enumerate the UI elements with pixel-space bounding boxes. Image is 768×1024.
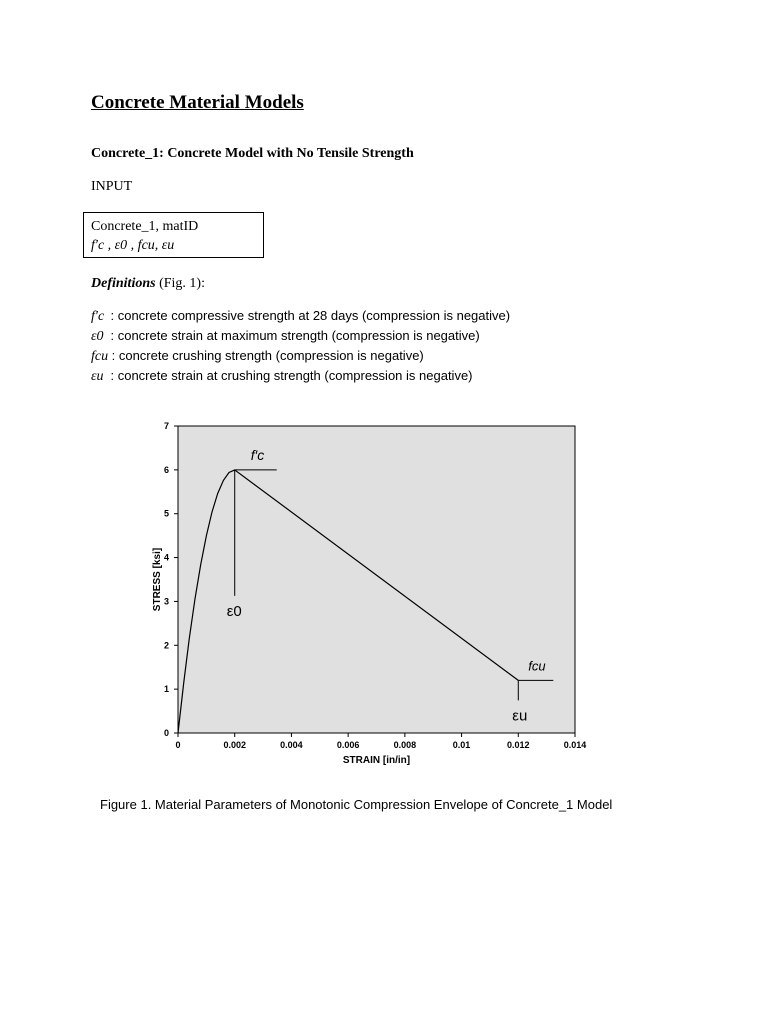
y-tick-label: 5 [163,508,169,519]
y-tick-label: 2 [163,640,169,651]
y-tick-label: 6 [163,464,169,475]
y-axis-label: STRESS [ksi] [152,547,163,612]
symbol-eu: εu [91,369,104,384]
y-tick-label: 3 [163,596,169,607]
figure-caption: Figure 1. Material Parameters of Monotonic Compression Envelope of Concrete_1 Model [100,797,613,812]
y-tick-label: 1 [163,684,169,695]
input-line-1: Concrete_1, matID [91,219,199,234]
page-title: Concrete Material Models [91,92,304,113]
x-tick-label: 0.008 [393,740,417,750]
x-tick-label: 0.006 [336,740,360,750]
symbol-e0: ε0 [91,329,104,344]
label-fc: f′c [250,446,265,463]
definitions-ref: (Fig. 1): [155,276,205,291]
label-e0: ε0 [226,602,242,620]
y-tick-label: 4 [163,552,169,563]
section-subtitle: Concrete_1: Concrete Model with No Tensile Strength [91,146,414,161]
y-tick-label: 0 [163,728,169,738]
x-axis-label: STRAIN [in/in] [342,755,411,766]
input-label: INPUT [91,179,133,194]
symbol-fcu: fcu [91,349,109,364]
x-tick-label: 0.012 [507,740,530,750]
y-tick-label: 7 [163,421,169,431]
input-line-2: f′c , ε0 , fcu, εu [91,238,175,253]
definition-text: : concrete compressive strength at 28 days (compression is negative) [110,308,511,323]
x-tick-label: 0.014 [563,740,587,750]
x-tick-label: 0.004 [280,740,303,750]
definition-text: : concrete strain at maximum strength (compression is negative) [110,328,480,343]
label-fcu: fcu [528,658,546,674]
x-tick-label: 0.002 [223,740,246,750]
label-eu: εu [512,707,528,725]
definitions-label: Definitions [91,276,156,291]
x-tick-label: 0.01 [452,740,471,750]
definition-text: : concrete strain at crushing strength (compression is negative) [110,368,473,383]
symbol-fc: f′c [91,309,105,324]
x-tick-label: 0 [175,740,181,750]
definition-text: : concrete crushing strength (compression is negative) [111,348,424,363]
